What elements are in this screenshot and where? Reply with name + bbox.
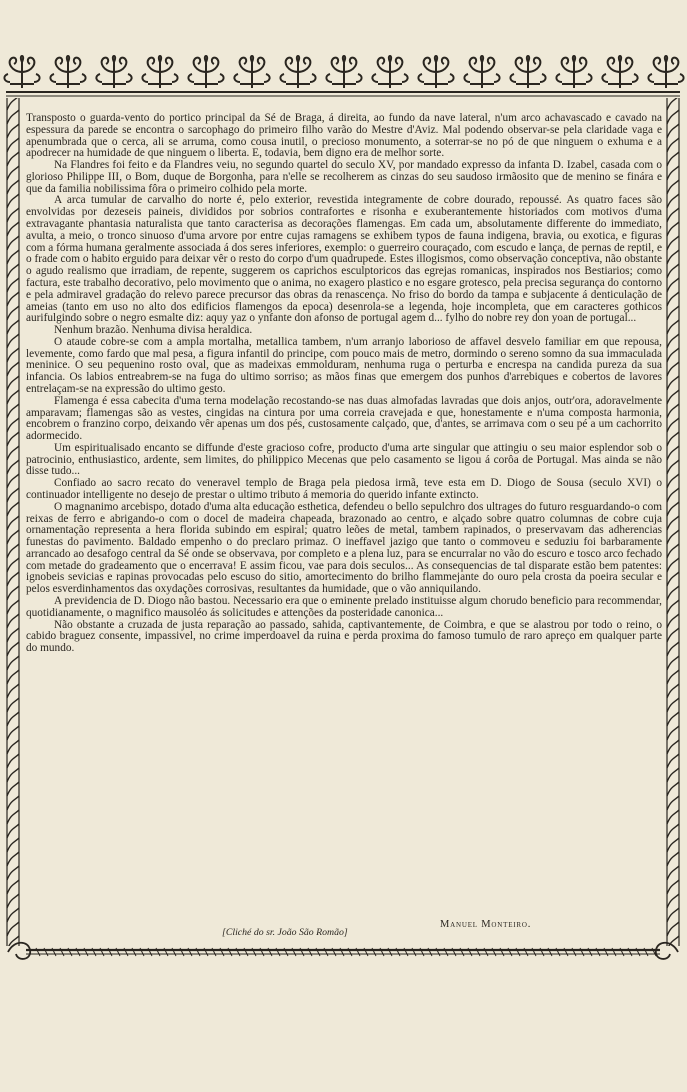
paragraph-11: Não obstante a cruzada de justa reparação ao passado, sahida, captivantemente, de Coimbra, e que se alastrou por todo o reino, o cabido braguez consente, impassivel, no crime imperdoavel da ruina e perda proxima do famoso tumulo de raro apreço em qualquer parte do mundo. xyxy=(26,618,662,655)
author-signature: Manuel Monteiro. xyxy=(440,919,532,930)
article-body xyxy=(26,113,662,655)
right-rope-border xyxy=(666,98,680,946)
paragraph-10: A previdencia de D. Diogo não bastou. Necessario era que o eminente prelado instituisse algum chorudo beneficio para recommendar, quotidianamente, o magnifico mausoléo ás solicitudes e attenções da posteridade canonica... xyxy=(26,595,662,619)
paragraph-4: Nenhum brazão. Nenhuma divisa heraldica. xyxy=(54,324,253,337)
paragraph-5: O ataude cobre-se com a ampla mortalha, metallica tambem, n'um arranjo laborioso de affavel desvelo familiar em que repousa, levemente, como fardo que mal pesa, a figura infantil do principe, com pouco mais de metro, dormindo o sereno somno da sua immaculada meninice. O seu pequenino rosto oval, que as madeixas emmolduram, nenhuma ruga o perturba e encrespa na candida pureza da sua infancia. Os labios entreabrem-se na fuga do ultimo sorriso; as mãos finas que emergem dos punhos d'arrebiques e cobertos de lavores entrelaçam-se na expressão do ultimo gesto. xyxy=(26,335,662,395)
paragraph-6: Flamenga é essa cabecita d'uma terna modelação recostando-se nas duas almofadas lavradas que dois anjos, outr'ora, adoravelmente amparavam; flamengas são as vestes, cingidas na cintura por uma correia cravejada e que, honestamente e n'uma composta harmonia, encobrem o franzino corpo, deixando vêr apenas um dos pés, custosamente calçado, que, d'antes, se arrimava com o seu pé a um cachorrito adormecido. xyxy=(26,394,662,443)
paragraph-8: Confiado ao sacro recato do veneravel templo de Braga pela piedosa irmã, teve esta em D. Diogo de Sousa (seculo XVI) o continuador intelligente no desejo de prestar o ultimo tributo á memoria do querido infante extincto. xyxy=(26,477,662,501)
paragraph-2: Na Flandres foi feito e da Flandres veiu, no segundo quartel do seculo XV, por mandado expresso da infanta D. Izabel, casada com o glorioso Philippe III, o Bom, duque de Borgonha, para n'elle se recolherem as cinzas do seu saudoso irmãosito que de menino se finára e que da familia nobilissima fôra o primeiro colhido pela morte. xyxy=(26,159,662,195)
fleur-de-lis-scroll-icon xyxy=(4,56,683,88)
left-rope-border xyxy=(6,98,20,946)
paragraph-3: A arca tumular de carvalho do norte é, pelo exterior, revestida integramente de cobre dourado, repoussé. As quatro faces são envolvidas por dezeseis paineis, divididos por sobrios contrafortes e risonha e exuberantemente historiados com motivos d'uma extravagante phantasia naturalista que tanto caracterisa as decorações flamengas. Em cada um, absolutamente differente do immediato, avulta, a meio, o tronco sinuoso d'uma arvore por entre cujas ramagens se exhibem typos de fauna indigena, bravia, ou exotica, e figuras com a fórma humana geralmente associada á dos seres inferiores, exemplo: o guerreiro couraçado, com escudo e lança, de pernas de reptil, e o frade com o habito erguido para deixar vêr o resto do corpo d'um quadrupede. Estes illogismos, como observação conceptiva, não obstante o agudo realismo que irradiam, de repente, suggerem os caprichos esculptoricos das egrejas romanicas, inspirados nos Bestiarios; como factura, este trabalho decorativo, pelo movimento que o anima, no exagero plastico e no esgare grotesco, pela precisa segurança do contorno e pela admiravel gradação do relevo parece precursor das obras da renascença. No friso do bordo da tampa e subjacente á denticulação de ameias (tanto em uso no alto dos edificios flamengos da epoca) desenrola-se a legenda, hoje incompleta, que em caracteres gothicos aurifulgindo sobre o negro esmalte diz: aquy yaz o ynfante don afonso de portugal agem d... fylho do nobre rey don yoan de portugal... xyxy=(26,194,662,325)
paragraph-7: Um espiritualisado encanto se diffunde d'este gracioso cofre, producto d'uma arte singular que attingiu o seu maior esplendor sob o patrocinio, enthusiastico, ardente, sem limites, do philippico Mecenas que pelo casamento se ligou á corôa de Portugal. Mas ainda se não disse tudo... xyxy=(26,441,662,478)
bottom-scroll-rod-border xyxy=(6,936,680,966)
paragraph-9: O magnanimo arcebispo, dotado d'uma alta educação esthetica, defendeu o bello sepulchro dos ultrages do futuro resguardando-o com reixas de ferro e abrigando-o com o docel de madeira chapeada, brazonado ao centro, e alçado sobre quatro columnas de cobre cuja ornamentação representa a hera florida subindo em espiral; quatro leões de metal, tambem rapinados, o preservavam das adherencias funestas do pavimento. Baldado empenho o do preclaro primaz. O ineffavel jazigo que tanto o commoveu e seduziu foi barbaramente arrancado ao desafogo central da Sé onde se observava, por completo e a plena luz, para se encurralar no vão do escuro e tosco arco fechado com metade do gradeamento que o encerrava! E assim ficou, vae para dois seculos... As consequencias de tal disparate estão bem patentes: ignobeis sevicias e rapinas provocadas pelo escuso do sitio, amortecimento do brilho flammejante do ouro pela crosta da poeira secular e pelos esverdinhamentos das oxydações corrosivas, resultantes da humidade, que o vão anniquilando. xyxy=(26,500,662,596)
paragraph-1: Transposto o guarda-vento do portico principal da Sé de Braga, á direita, ao fundo da nave lateral, n'um arco achavascado e cavado na espessura da parede se encontra o sarcophago do primeiro filho varão do Mestre d'Aviz. Mal podendo observar-se pela claridade vaga e apenumbrada que o cerca, ali se arruma, como cousa inutil, o precioso monumento, a soterrar-se no pó de que ninguem o exhuma e a apodrecer na humidade de que ninguem o liberta. E, todavia, bem digno era de melhor sorte. xyxy=(26,112,662,160)
top-fleur-de-lis-border xyxy=(0,48,687,100)
photo-credit: [Cliché do sr. João São Romão] xyxy=(222,927,348,938)
